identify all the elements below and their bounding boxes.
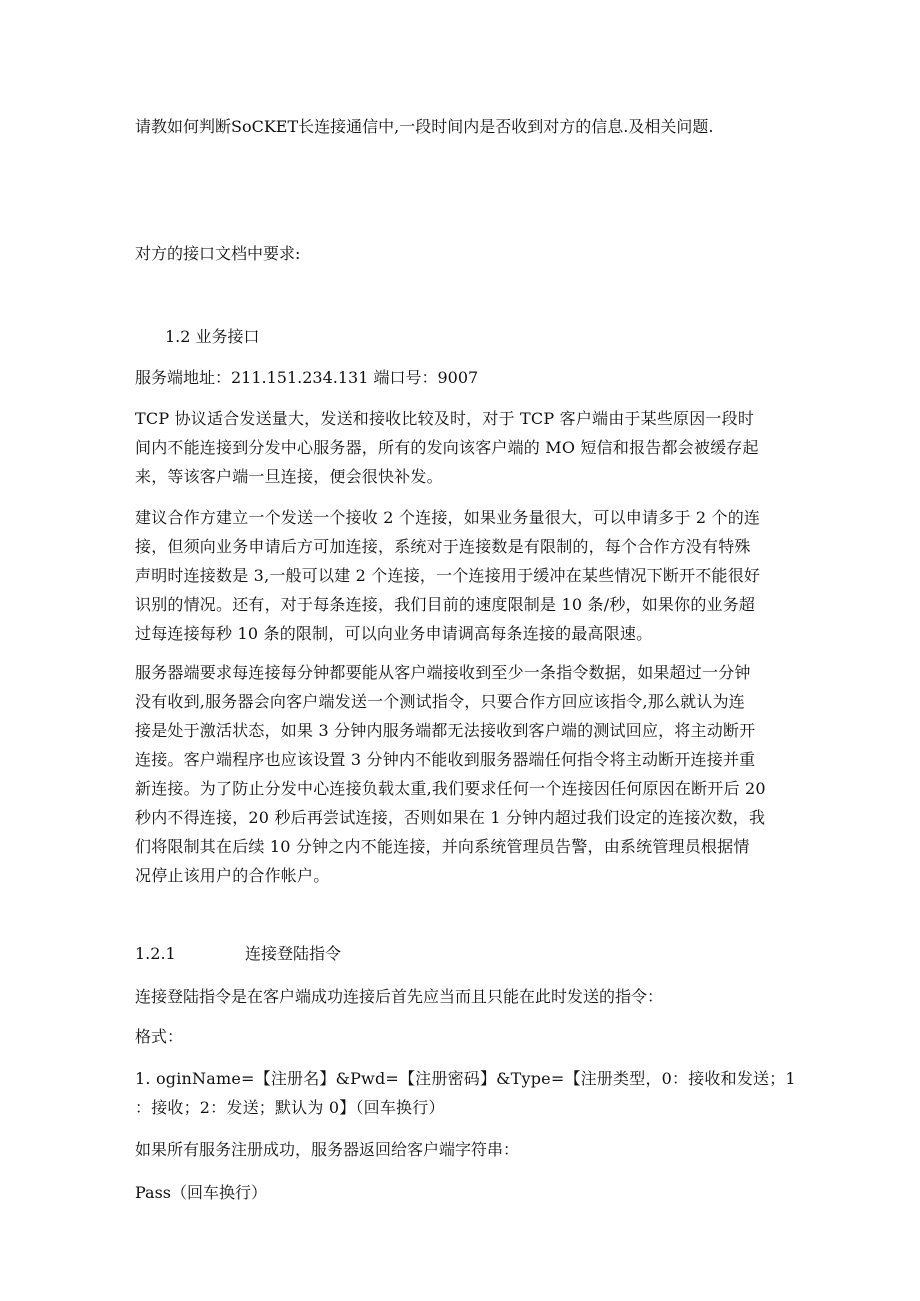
paragraph-line: 没有收到,服务器会向客户端发送一个测试指令，只要合作方回应该指令,那么就认为连 [135,692,745,711]
paragraph-line: 连接。客户端程序也应该设置 3 分钟内不能收到服务器端任何指令将主动断开连接并重 [135,750,756,769]
question-text: 请教如何判断SoCKET长连接通信中,一段时间内是否收到对方的信息.及相关问题. [135,117,714,136]
paragraph-line: 新连接。为了防止分发中心连接负载太重,我们要求任何一个连接因任何原因在断开后 20 [135,779,766,798]
paragraph-line: 来，等该客户端一旦连接，便会很快补发。 [135,467,443,486]
pass-response: Pass（回车换行） [135,1183,268,1202]
paragraph-line: 间内不能连接到分发中心服务器，所有的发向该客户端的 MO 短信和报告都会被缓存起 [135,438,759,457]
format-label: 格式： [135,1027,184,1046]
subsection-heading [135,944,341,964]
paragraph-line: 识别的情况。还有，对于每条连接，我们目前的速度限制是 10 条/秒，如果你的业务超 [135,595,756,614]
paragraph-line: 过每连接每秒 10 条的限制，可以向业务申请调高每条连接的最高限速。 [135,624,653,643]
paragraph-line: 况停止该用户的合作帐户。 [135,866,330,885]
paragraph-line: 建议合作方建立一个发送一个接收 2 个连接，如果业务量很大，可以申请多于 2 个的连 [135,508,761,527]
success-description: 如果所有服务注册成功，服务器返回给客户端字符串： [135,1140,520,1159]
login-description: 连接登陆指令是在客户端成功连接后首先应当而且只能在此时发送的指令： [135,987,664,1006]
intro-text: 对方的接口文档中要求: [135,244,301,263]
subsection-title: 连接登陆指令 [245,944,342,963]
subsection-number: 1.2.1 [135,944,176,963]
format-line: 1. oginName=【注册名】&Pwd=【注册密码】&Type=【注册类型，0：接收和发送；1 [135,1069,796,1088]
paragraph-line: 服务器端要求每连接每分钟都要能从客户端接收到至少一条指令数据，如果超过一分钟 [135,663,751,682]
format-spec [135,1064,796,1122]
paragraph-line: 接，但须向业务申请后方可加连接，系统对于连接数是有限制的，每个合作方没有特殊 [135,537,751,556]
paragraph-line: 接是处于激活状态，如果 3 分钟内服务端都无法接收到客户端的测试回应，将主动断开 [135,721,756,740]
paragraph-line: 们将限制其在后续 10 分钟之内不能连接，并向系统管理员告警，由系统管理员根据情 [135,837,750,856]
server-address: 服务端地址：211.151.234.131 端口号：9007 [135,368,479,387]
format-line: ：接收；2：发送；默认为 0】（回车换行） [135,1098,445,1117]
paragraph-heartbeat [135,658,783,890]
paragraph-line: 秒内不得连接，20 秒后再尝试连接，否则如果在 1 分钟内超过我们设定的连接次数，我 [135,808,766,827]
paragraph-connections [135,503,783,648]
paragraph-tcp [135,404,783,491]
section-heading: 1.2 业务接口 [165,327,260,346]
paragraph-line: 声明时连接数是 3,一般可以建 2 个连接，一个连接用于缓冲在某些情况下断开不能很好 [135,566,761,585]
paragraph-line: TCP 协议适合发送量大，发送和接收比较及时，对于 TCP 客户端由于某些原因一段时 [135,409,755,428]
